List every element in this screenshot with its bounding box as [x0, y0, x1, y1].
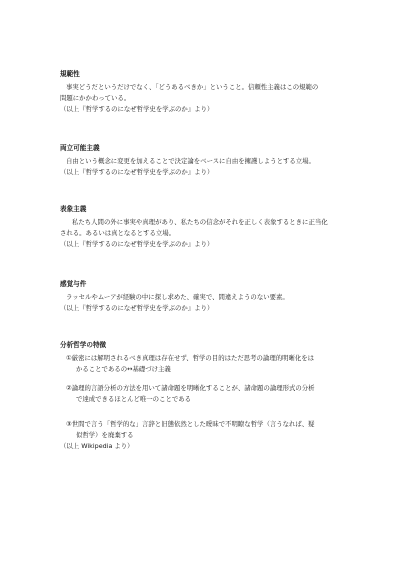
list-item-continuation: 似哲学）を廃棄する	[76, 431, 134, 439]
body-line: 問題にかかわっている。	[60, 94, 131, 102]
list-item	[60, 383, 360, 405]
list-item-text: ②論理的言語分析の方法を用いて諸命題を明晰化することが、諸命題の論理形式の分析	[66, 384, 315, 392]
source-note: （以上『哲学するのになぜ哲学史を学ぶのか』より）	[60, 105, 214, 113]
body-line: ラッセルやムーアが経験の中に探し求めた、確実で、間違えようのない要素。	[66, 293, 289, 301]
source-note: （以上 Wikipedia より）	[60, 442, 134, 450]
body-line: 事実どうだというだけでなく、「どうあるべきか」ということ。信頼性主義はこの規範の	[66, 83, 319, 91]
source-note: （以上『哲学するのになぜ哲学史を学ぶのか』より）	[60, 304, 214, 312]
section-representationalism	[60, 205, 360, 250]
section-heading: 分析哲学の特徴	[60, 341, 107, 349]
list-item-continuation: かることであるの↔基礎づけ主義	[76, 365, 171, 373]
section-heading: 表象主義	[60, 205, 87, 213]
source-note: （以上『哲学するのになぜ哲学史を学ぶのか』より）	[60, 240, 214, 248]
section-heading: 感覚与件	[60, 280, 87, 288]
section-compatibilism	[60, 144, 360, 178]
list-item	[60, 353, 360, 375]
section-normativity	[60, 70, 360, 115]
section-sense-data	[60, 280, 360, 314]
list-item	[60, 419, 360, 441]
section-heading: 両立可能主義	[60, 144, 100, 152]
section-heading: 規範性	[60, 70, 80, 78]
source-note: （以上『哲学するのになぜ哲学史を学ぶのか』より）	[60, 168, 214, 176]
list-item-text: ①厳密には解明されるべき真理は存在せず、哲学の目的はただ思考の論理的明晰化をは	[66, 354, 315, 362]
body-line: される。あるいは真となるとする立場。	[60, 229, 176, 237]
section-analytic-philosophy	[60, 341, 360, 452]
list-item-text: ③世間で言う「哲学的な」言辞と旧態依然とした曖昧で不明瞭な哲学（言うなれば、疑	[66, 420, 315, 428]
body-line: 私たち人間の外に事実や真理があり、私たちの信念がそれを正しく表象するときに正当化	[72, 218, 328, 226]
list-item-continuation: で達成できるほとんど唯一のことである	[76, 395, 192, 403]
body-line: 自由という概念に変更を加えることで決定論をベースに自由を擁護しようとする立場。	[66, 157, 315, 165]
